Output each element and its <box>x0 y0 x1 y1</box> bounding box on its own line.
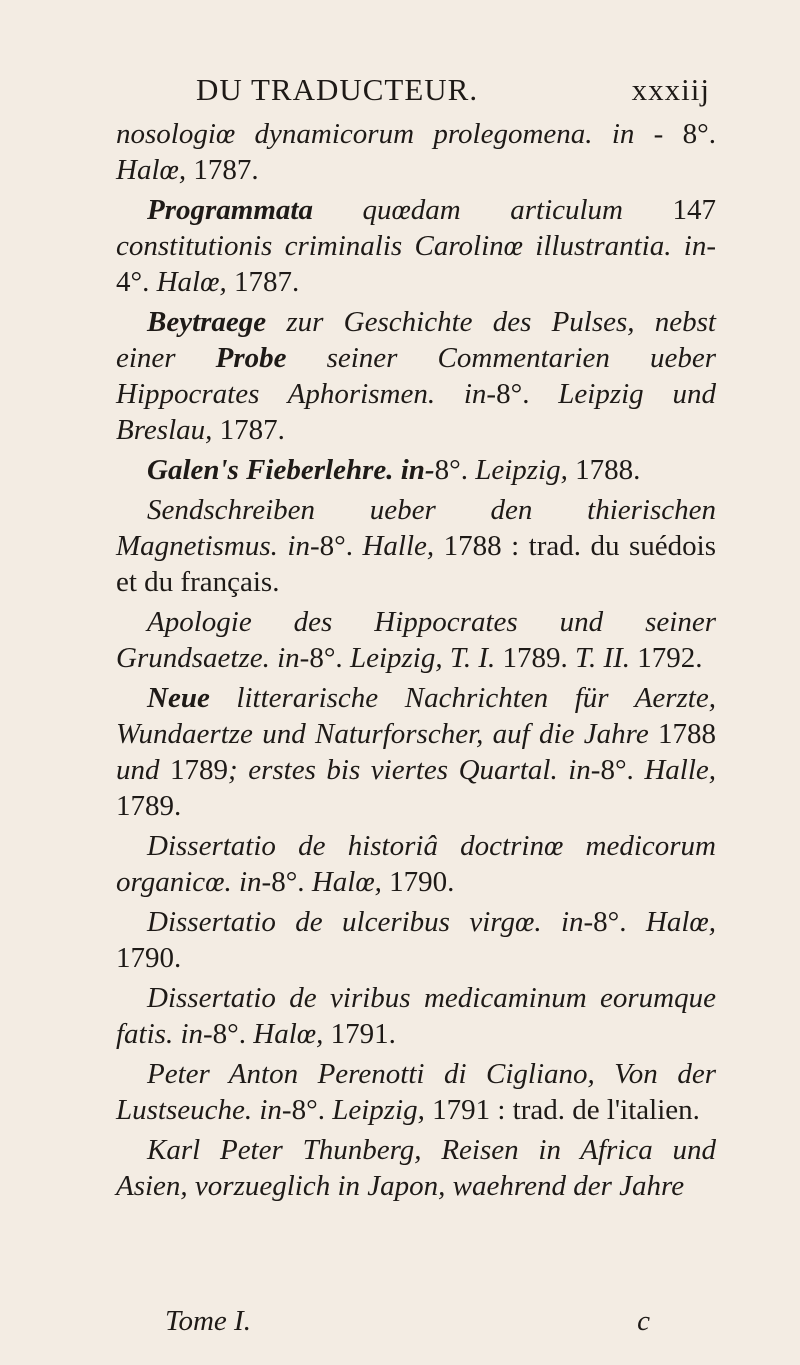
bibliography-entry <box>116 116 716 188</box>
entry-text: 8°. <box>600 754 645 786</box>
entry-text: 1788 : trad. du suédois et du français. <box>116 530 716 598</box>
running-title: DU TRADUCTEUR. <box>196 72 479 107</box>
entry-text: Galen's Fieberlehre. in- <box>147 454 435 486</box>
entry-text: 1788. <box>575 454 641 486</box>
entry-text: quœdam articulum <box>362 194 673 226</box>
entry-text: Dissertatio de historiâ doctrinœ medicorum organicœ. in- <box>116 830 716 898</box>
bibliography-entry <box>116 452 716 488</box>
entry-text: zur Geschichte des Pulses, nebst einer <box>116 306 716 374</box>
entry-text: 1787. <box>219 414 285 446</box>
entry-text: seiner Commentarien ueber Hippocrates Aphorismen. in- <box>116 342 716 410</box>
entry-text: 1789 <box>170 754 229 786</box>
entry-text: Neue <box>147 682 237 714</box>
entry-text: Peter Anton Perenotti di Cigliano, Von der Lustseuche. in- <box>116 1058 716 1126</box>
entry-text: 8°. <box>271 866 312 898</box>
entry-text: 1789. <box>502 642 575 674</box>
entry-text: litterarische Nachrichten für Aerzte, Wundaertze und Naturforscher, auf die Jahre <box>116 682 716 750</box>
entry-text: 8°. <box>212 1018 254 1050</box>
entry-text: 1792. <box>637 642 703 674</box>
entry-text: 8°. <box>434 454 476 486</box>
entry-text: Halœ, <box>253 1018 331 1050</box>
entry-text: 8°. <box>496 378 559 410</box>
entry-text: 8°. <box>593 906 646 938</box>
entry-text: Halle, <box>644 754 716 786</box>
entry-text: 4°. <box>116 266 157 298</box>
gathering-signature: c <box>637 1305 650 1337</box>
entry-text: Karl Peter Thunberg, Reisen in Africa und Asien, vorzueglich in Japon, waehrend der Jahre <box>116 1134 716 1202</box>
entry-text: Leipzig und Breslau, <box>116 378 716 446</box>
bibliography-entry <box>116 680 716 824</box>
entry-text: Probe <box>215 342 327 374</box>
entry-text: 8°. <box>682 118 716 150</box>
entry-text: 8°. <box>319 530 363 562</box>
entry-text: Halœ, <box>645 906 716 938</box>
running-header <box>196 72 710 108</box>
bibliography-entry <box>116 828 716 900</box>
entry-text: 1787. <box>233 266 300 298</box>
entry-text: 1788 <box>658 718 716 750</box>
entry-text: Beytraege <box>147 306 287 338</box>
entry-text: und <box>116 754 171 786</box>
entry-text: 1790. <box>116 942 182 974</box>
entry-text: 147 <box>672 194 716 226</box>
entry-text: Sendschreiben ueber den thierischen Magnetismus. in- <box>116 494 716 562</box>
bibliography-entry <box>116 192 716 300</box>
entry-text: T. II. <box>574 642 638 674</box>
entry-text: ; erstes bis viertes Quartal. in- <box>228 754 601 786</box>
entry-text: 1789. <box>116 790 182 822</box>
bibliography-entry <box>116 604 716 676</box>
page-number: xxxiij <box>631 72 710 107</box>
bibliography-entry <box>116 1132 716 1204</box>
entry-text: Halœ, <box>116 154 194 186</box>
entry-text: 8°. <box>309 642 350 674</box>
entry-text: Halle, <box>362 530 444 562</box>
bibliography-entry <box>116 304 716 448</box>
entry-text: 8°. <box>291 1094 333 1126</box>
entry-text: Leipzig, T. I. <box>349 642 503 674</box>
bibliography-entry <box>116 980 716 1052</box>
bibliography-entry <box>116 904 716 976</box>
volume-signature: Tome I. <box>165 1305 251 1337</box>
entry-text: 1791. <box>330 1018 396 1050</box>
entry-text: constitutionis criminalis Carolinœ illustrantia. in- <box>116 230 716 262</box>
entry-text: Programmata <box>147 194 363 226</box>
entry-text: Dissertatio de viribus medicaminum eorumque fatis. in- <box>116 982 716 1050</box>
entry-text: 1791 : trad. de l'italien. <box>432 1094 700 1126</box>
entry-text: Halœ, <box>311 866 390 898</box>
entry-text: 1790. <box>389 866 455 898</box>
bibliography-list <box>116 116 716 1208</box>
entry-text: nosologiœ dynamicorum prolegomena. in - <box>116 118 683 150</box>
entry-text: Leipzig, <box>332 1094 433 1126</box>
entry-text: Leipzig, <box>475 454 576 486</box>
page-footer <box>165 1305 650 1338</box>
entry-text: Apologie des Hippocrates und seiner Grundsaetze. in- <box>116 606 716 674</box>
entry-text: Dissertatio de ulceribus virgœ. in- <box>147 906 594 938</box>
bibliography-entry <box>116 492 716 600</box>
entry-text: Halœ, <box>156 266 234 298</box>
bibliography-entry <box>116 1056 716 1128</box>
entry-text: 1787. <box>193 154 259 186</box>
